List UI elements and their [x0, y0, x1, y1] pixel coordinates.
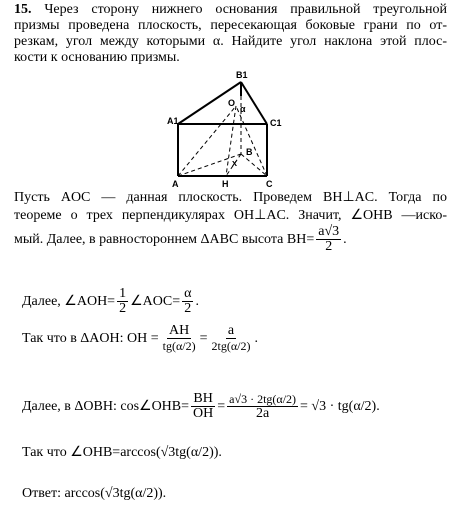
label-c: C — [266, 179, 273, 188]
height-fraction: $\frac{a√3}{2}$ — [318, 224, 340, 254]
label-a1: A1 — [167, 116, 179, 126]
answer-line: Ответ: arccos(√3tg(α/2)). — [22, 486, 167, 501]
solution-line-3: мый. Далее, в равностороннем ΔABC высота BH= — [14, 231, 315, 247]
solution-line-2: теореме о трех перпендикулярах OH⊥AC. Значит, ∠OHB —иско- — [14, 208, 447, 223]
label-c1: C1 — [270, 118, 282, 128]
label-alpha: α — [240, 104, 246, 114]
problem-statement — [0, 2, 451, 66]
label-x: x — [232, 158, 238, 168]
problem-number: 15. — [14, 2, 32, 17]
equation-ohb-result: Так что ∠OHB=arccos(√3tg(α/2)). — [22, 445, 222, 460]
prism-figure — [0, 68, 451, 188]
equation-aoh: Далее, ∠AOH= $\frac{1}{2}$ ∠AOC= $\frac{\alpha}{2}$ . — [22, 286, 199, 316]
label-b1: B1 — [236, 70, 248, 80]
solution-line-1: Пусть AOC — данная плоскость. Проведем BH⊥AC. Тогда по — [14, 190, 447, 205]
problem-line-1: Через сторону нижнего основания правильной треугольной — [44, 2, 447, 17]
label-h: H — [222, 179, 229, 188]
label-a: A — [172, 179, 179, 188]
label-b: B — [246, 147, 253, 157]
problem-line-3: резкам, угол между которыми α. Найдите угол наклона этой плос- — [14, 34, 447, 49]
solution-paragraph: Пусть AOC — данная плоскость. Проведем BH⊥AC. Тогда по теореме о трех перпендикулярах OH⊥AC. Значит, ∠OHB —иско- мый. Далее, в равностороннем ΔABC высота BH= $\frac{a√3}{2}$ . — [0, 189, 451, 254]
label-o: O — [228, 98, 236, 108]
equation-oh: Так что в ΔAOH: OH = $\frac{AH}{tg(\alpha/2)}$ = $\frac{a}{2tg(\alpha/2)}$ . — [22, 323, 258, 353]
problem-line-2: призмы проведена плоскость, пересекающая боковые грани по от- — [14, 18, 447, 33]
problem-line-4: кости к основанию призмы. — [14, 50, 180, 65]
equation-cos-ohb: Далее, в ΔOBH: cos∠OHB= $\frac{BH}{OH}$ = $\frac{a√3 \cdot 2tg(\alpha/2)}{2a}$ = √3 · tg(α/2). — [22, 391, 380, 421]
